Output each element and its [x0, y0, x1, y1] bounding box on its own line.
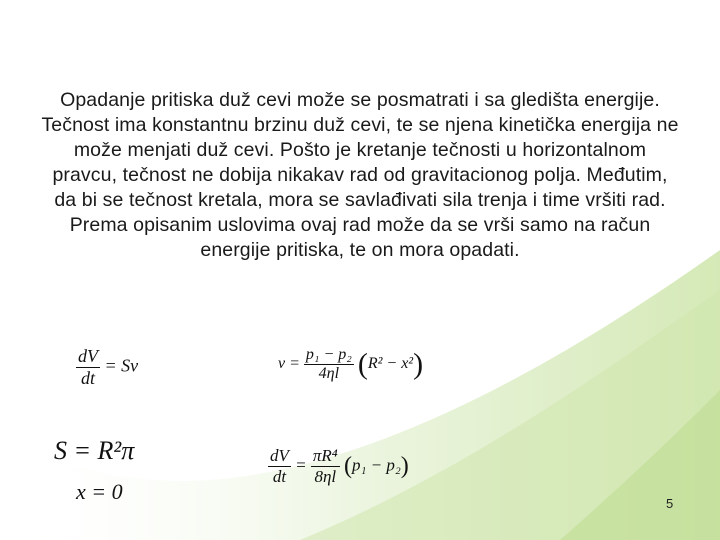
body-paragraph: Opadanje pritiska duž cevi može se posmatrati i sa gledišta energije. Tečnost ima konstantnu brzinu duž cevi, te se njena kinetička energija ne može menjati duž cevi. Pošto je kretanje tečnosti u horizontalnom pravcu, tečnost ne dobija nikakav rad od gravitacionog polja. Međutim, da bi se tečnost kretala, mora se savlađivati sila trenja i time vršiti rad. Prema opisanim uslovima ovaj rad može da se vrši samo na račun energije pritiska, te on mora opadati.: [41, 89, 679, 261]
fraction-dv-dt: $\frac{dV}{dt}$: [270, 446, 289, 486]
equals-sign: =: [295, 455, 307, 475]
page-number: 5: [666, 496, 674, 511]
fraction-pressure: $\frac{\text{p₁ − p₂}}{4\eta l}$: [305, 346, 352, 382]
equation-poiseuille: $\frac{dV}{dt}$ = $\frac{\text{πR⁴}}{8\eta l}$ (p₁ − p₂): [270, 446, 409, 486]
equation-rhs: = Sv: [104, 355, 139, 376]
equation-lhs: v =: [278, 355, 300, 373]
equation-flow-rate: [76, 346, 138, 389]
equation-velocity: v = $\frac{\text{p₁ − p₂}}{4\eta l}$ (R² − x²): [278, 346, 424, 382]
equation-tail: R² − x²: [367, 355, 414, 373]
equation-x-zero: x = 0: [76, 479, 123, 504]
fraction-radius-viscosity: $\frac{\text{πR⁴}}{8\eta l}$: [312, 446, 338, 486]
equation-area: S = R²π: [54, 436, 135, 465]
fraction-dv-dt: $\frac{dV}{dt}$: [78, 346, 98, 388]
equation-tail: p₁ − p₂: [351, 455, 401, 475]
